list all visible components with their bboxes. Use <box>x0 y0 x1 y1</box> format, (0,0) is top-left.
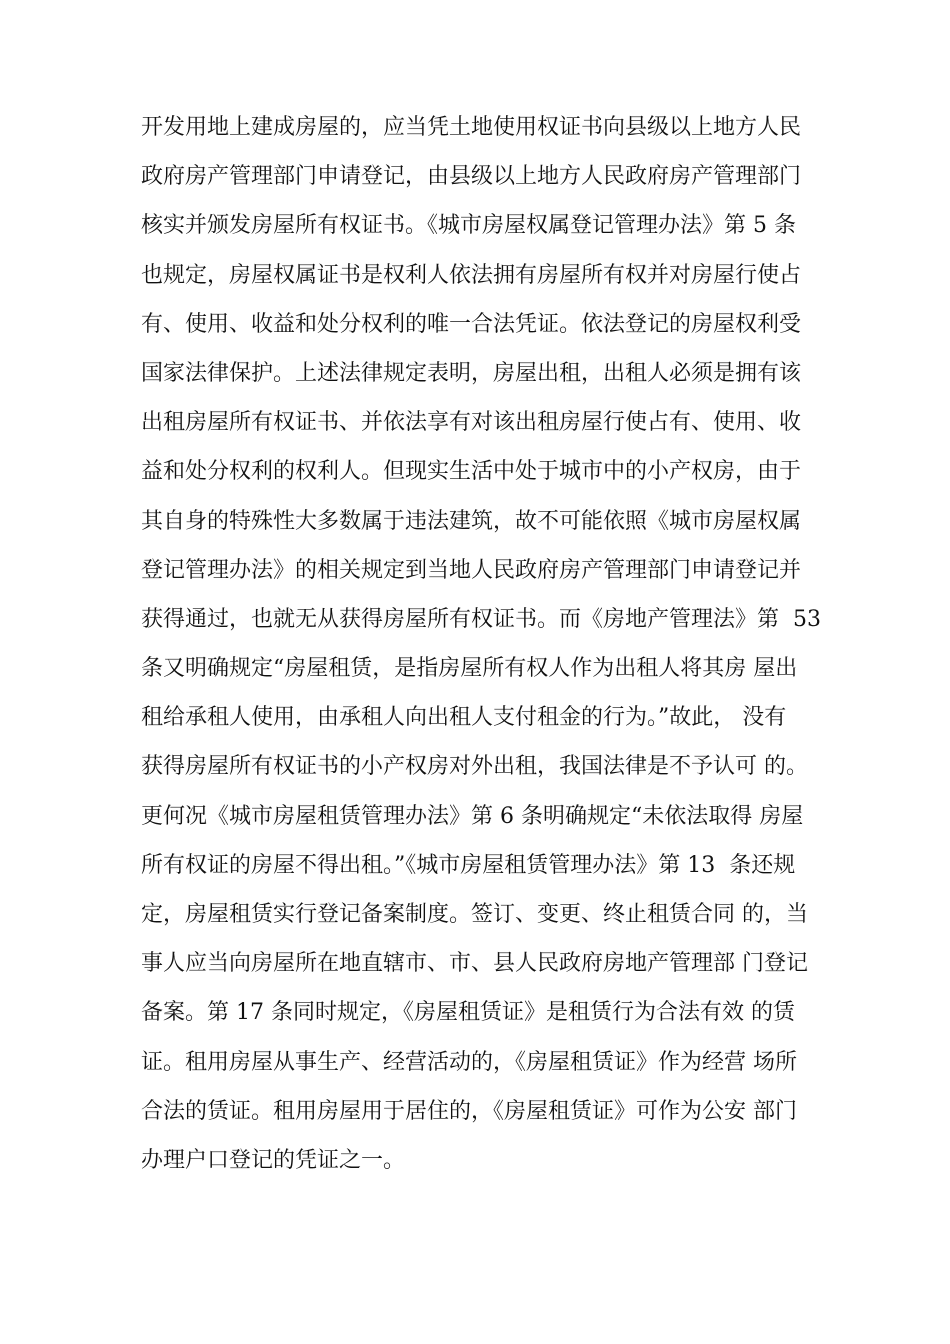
text-line: 益和处分权利的权利人。但现实生活中处于城市中的小产权房，由于 <box>141 459 802 485</box>
text-line: 办理户口登记的凭证之一。 <box>141 1147 406 1173</box>
text-line: 开发用地上建成房屋的，应当凭土地使用权证书向县级以上地方人民 <box>141 115 802 140</box>
text-line: 更何况《城市房屋租赁管理办法》第 6 条明确规定“未依法取得 房屋 <box>141 803 804 829</box>
text-line: 合法的赁证。租用房屋用于居住的，《房屋租赁证》可作为公安 部门 <box>141 1098 797 1124</box>
text-line: 核实并颁发房屋所有权证书。《城市房屋权属登记管理办法》第 5 条 <box>141 213 796 239</box>
text-line: 其自身的特殊性大多数属于违法建筑，故不可能依照《城市房屋权属 <box>141 508 802 534</box>
text-line: 有、使用、收益和处分权利的唯一合法凭证。依法登记的房屋权利受 <box>141 311 802 337</box>
text-line: 备案。第 17 条同时规定，《房屋租赁证》是租赁行为合法有效 的赁 <box>141 1000 795 1026</box>
text-line: 获得通过，也就无从获得房屋所有权证书。而《房地产管理法》第 53 <box>141 606 821 632</box>
text-line: 所有权证的房屋不得出租。”《城市房屋租赁管理办法》第 13 条还规 <box>141 852 796 878</box>
text-line: 租给承租人使用，由承租人向出租人支付租金的行为。”故此， 没有 <box>141 705 787 731</box>
text-line: 定，房屋租赁实行登记备案制度。签订、变更、终止租赁合同 的，当 <box>141 902 808 927</box>
body-paragraph <box>141 103 841 1185</box>
text-line: 证。租用房屋从事生产、经营活动的，《房屋租赁证》作为经营 场所 <box>141 1049 797 1075</box>
text-line: 国家法律保护。上述法律规定表明，房屋出租，出租人必须是拥有该 <box>141 360 802 386</box>
text-line: 登记管理办法》的相关规定到当地人民政府房产管理部门申请登记并 <box>141 557 802 583</box>
text-line: 政府房产管理部门申请登记，由县级以上地方人民政府房产管理部门 <box>141 164 802 190</box>
text-line: 出租房屋所有权证书、并依法享有对该出租房屋行使占有、使用、收 <box>141 410 802 436</box>
text-line: 获得房屋所有权证书的小产权房对外出租，我国法律是不予认可 的。 <box>141 754 808 780</box>
text-line: 条又明确规定“房屋租赁，是指房屋所有权人作为出租人将其房 屋出 <box>141 656 798 682</box>
text-line: 也规定，房屋权属证书是权利人依法拥有房屋所有权并对房屋行使占 <box>141 262 802 288</box>
text-line: 事人应当向房屋所在地直辖市、市、县人民政府房地产管理部 门登记 <box>141 951 808 977</box>
